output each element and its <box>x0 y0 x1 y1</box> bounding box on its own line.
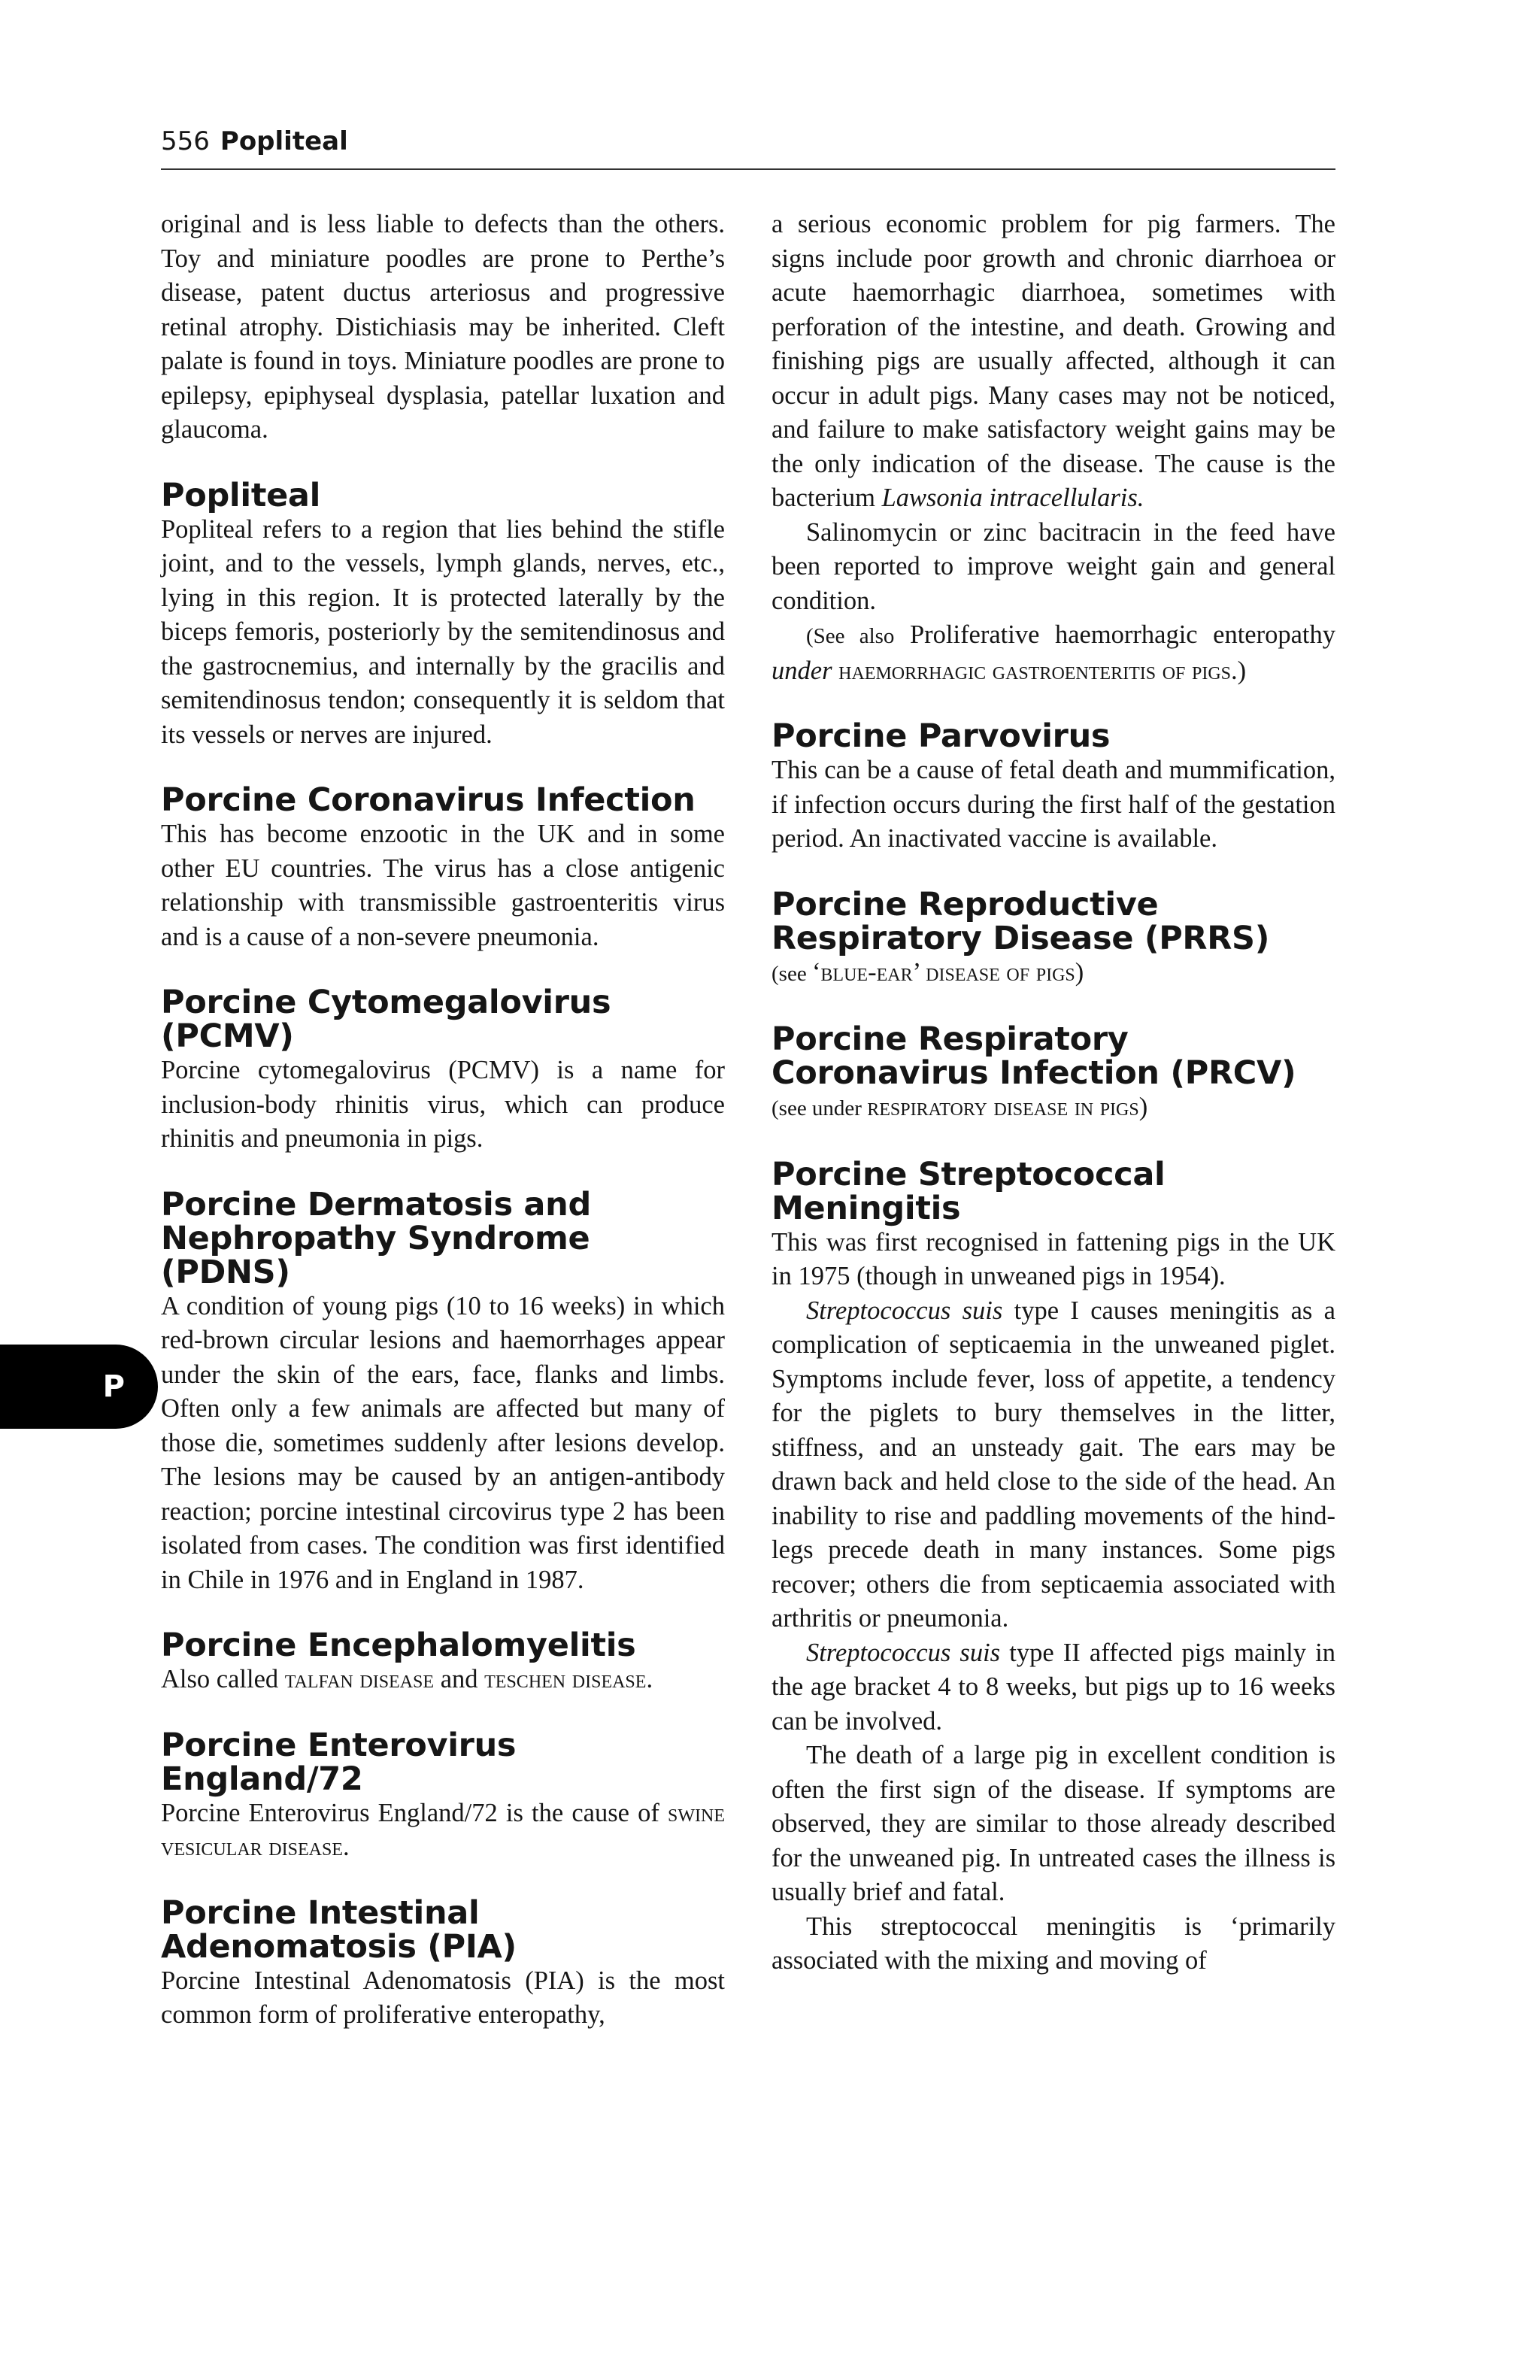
entry-porcine-cytomegalovirus <box>161 986 725 1157</box>
running-headword: Popliteal <box>220 126 348 156</box>
cross-reference: ‘blue-ear’ disease of pigs <box>811 957 1075 987</box>
organism-name: Lawsonia intracellularis. <box>881 484 1144 512</box>
cross-reference: haemorrhagic gastroenteritis of pigs <box>832 656 1232 685</box>
entry-heading: Popliteal <box>161 476 321 514</box>
organism-name: Streptococcus suis <box>806 1638 1001 1667</box>
entry-heading: Porcine Cytomegalovirus (PCMV) <box>161 984 611 1055</box>
entry-text: Porcine cytomegalovirus (PCMV) is a name for inclusion-body rhinitis virus, which can produce rhinitis and pneumonia in pigs. <box>161 1056 725 1153</box>
entry-text: This streptococcal meningitis is ‘primarily associated with the mixing and moving of <box>772 1912 1335 1975</box>
entry-text: Streptococcus suis type I causes meningitis as a complication of septicaemia in the unweaned piglet. Symptoms include fever, loss of appetite, a tendency for the piglets to bury themselves in the litter, stiffness, and an unsteady gait. The ears may be drawn back and held close to the side of the head. An inability to rise and paddling movements of the hind-legs precede death in many instances. Some pigs recover; others die from septicaemia associated with arthritis or pneumonia. <box>772 1296 1335 1633</box>
cross-reference: respiratory disease in pigs <box>867 1093 1139 1121</box>
entry-text: A condition of young pigs (10 to 16 weeks) in which red-brown circular lesions and haemorrhages appear under the skin of the ears, face, flanks and limbs. Often only a few animals are affected but many of those die, sometimes suddenly after lesions develop. The lesions may be caused by an antigen-antibody reaction; porcine intestinal circovirus type 2 has been isolated from cases. The condition was first identified in Chile in 1976 and in England in 1987. <box>161 1291 725 1594</box>
entry-text: Porcine Intestinal Adenomatosis (PIA) is the most common form of proliferative enteropathy, <box>161 1966 725 2029</box>
entry-heading: Porcine Dermatosis and Nephropathy Syndrome (PDNS) <box>161 1185 591 1291</box>
entry-text: This was first recognised in fattening pigs in the UK in 1975 (though in unweaned pigs in 1954). <box>772 1227 1335 1290</box>
entry-text: Popliteal refers to a region that lies behind the stifle joint, and to the vessels, lymph glands, nerves, etc., lying in this region. It is protected laterally by the biceps femoris, posteriorly by the semitendinosus and the gastrocnemius, and internally by the gracilis and semitendinosus tendon; consequently it is seldom that its vessels or nerves are injured. <box>161 514 725 749</box>
entry-text: Porcine Enterovirus England/72 is the cause of swine vesicular disease. <box>161 1798 725 1861</box>
entry-prrs <box>772 885 1335 992</box>
entry-pdns <box>161 1185 725 1598</box>
entry-prcv <box>772 1020 1335 1126</box>
thumb-index-tab: P <box>0 1345 158 1429</box>
continued-text <box>161 208 725 447</box>
entry-text: Salinomycin or zinc bacitracin in the feed have been reported to improve weight gain and general condition. <box>772 517 1335 615</box>
cross-reference: teschen disease <box>484 1665 647 1693</box>
entry-heading: Porcine Intestinal Adenomatosis (PIA) <box>161 1893 517 1966</box>
entry-heading: Porcine Streptococcal Meningitis <box>772 1155 1166 1227</box>
entry-text: Also called talfan disease and teschen disease. <box>161 1665 653 1693</box>
entry-porcine-enterovirus <box>161 1726 725 1865</box>
entry-pia-continued <box>772 208 1335 688</box>
entry-popliteal <box>161 476 725 753</box>
right-column <box>772 208 1335 1978</box>
cross-reference: talfan disease <box>284 1665 435 1693</box>
entry-text: a serious economic problem for pig farmers. The signs include poor growth and chronic diarrhoea or acute haemorrhagic diarrhoea, sometimes with perforation of the intestine, and death. Growing and finishing pigs are usually affected, although it can occur in adult pigs. Many cases may not be noticed, and failure to make satisfactory weight gains may be the only indication of the disease. The cause is the bacterium Lawsonia intracellularis. <box>772 210 1335 512</box>
entry-text: This can be a cause of fetal death and mummification, if infection occurs during the first half of the gestation period. An inactivated vaccine is available. <box>772 756 1335 853</box>
entry-heading: Porcine Respiratory Coronavirus Infection (PRCV) <box>772 1020 1296 1092</box>
entry-heading: Porcine Encephalomyelitis <box>161 1627 636 1664</box>
organism-name: Streptococcus suis <box>806 1296 1003 1325</box>
see-reference: (see ‘blue-ear’ disease of pigs) <box>772 957 1084 987</box>
entry-heading: Porcine Reproductive Respiratory Disease (PRRS) <box>772 885 1270 957</box>
page-number: 556 <box>161 126 210 156</box>
running-head <box>161 126 1335 170</box>
entry-pia <box>161 1893 725 2033</box>
see-also-note: (See also Proliferative haemorrhagic enteropathy under haemorrhagic gastroenteritis of pigs.) <box>772 620 1335 685</box>
entry-porcine-encephalomyelitis <box>161 1629 725 1697</box>
cross-reference: swine vesicular disease <box>161 1798 725 1861</box>
entry-text: Streptococcus suis type II affected pigs mainly in the age bracket 4 to 8 weeks, but pigs up to 16 weeks can be involved. <box>772 1638 1335 1736</box>
entry-porcine-coronavirus <box>161 781 725 954</box>
entry-text: The death of a large pig in excellent condition is often the first sign of the disease. If symptoms are observed, they are similar to those already described for the unweaned pig. In untreated cases the illness is usually brief and fatal. <box>772 1741 1335 1906</box>
intro-paragraph: original and is less liable to defects than the others. Toy and miniature poodles are prone to Perthe’s disease, patent ductus arteriosus and progressive retinal atrophy. Distichiasis may be inherited. Cleft palate is found in toys. Miniature poodles are prone to epilepsy, epiphyseal dysplasia, patellar luxation and glaucoma. <box>161 210 725 444</box>
entry-text: This has become enzootic in the UK and in some other EU countries. The virus has a close antigenic relationship with transmissible gastroenteritis virus and is a cause of a non-severe pneumonia. <box>161 820 725 951</box>
entry-porcine-parvovirus <box>772 717 1335 856</box>
see-reference: (see under respiratory disease in pigs) <box>772 1093 1148 1121</box>
entry-porcine-streptococcal-meningitis <box>772 1155 1335 1978</box>
entry-heading: Porcine Parvovirus <box>772 717 1111 755</box>
left-column <box>161 208 725 2033</box>
entry-heading: Porcine Coronavirus Infection <box>161 781 696 819</box>
entry-heading: Porcine Enterovirus England/72 <box>161 1726 517 1798</box>
